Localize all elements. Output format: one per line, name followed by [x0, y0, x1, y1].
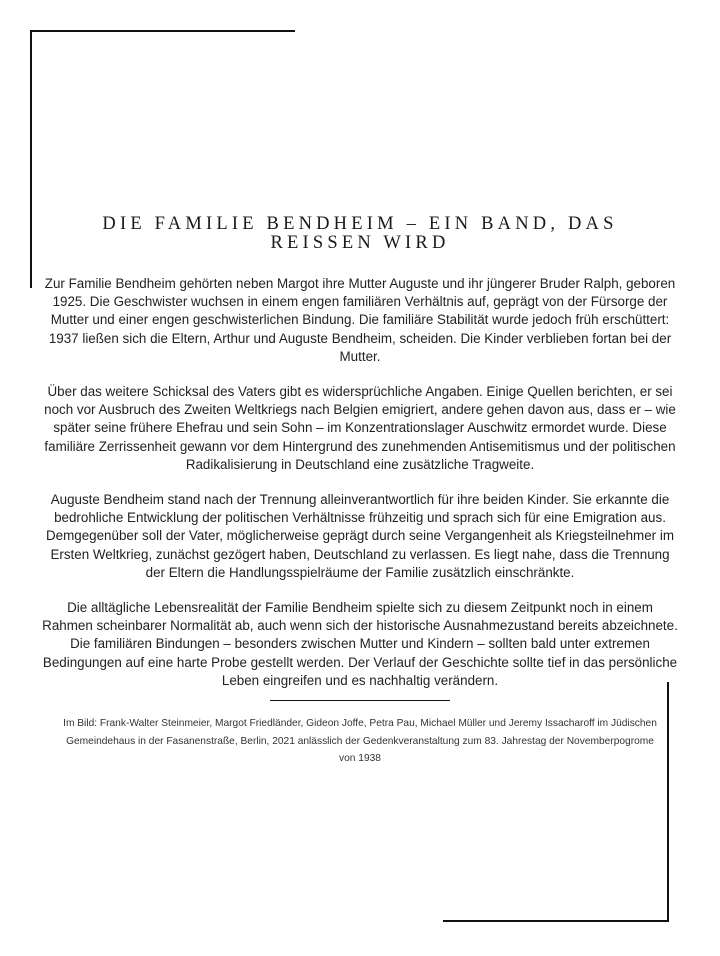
article-paragraph: Zur Familie Bendheim gehörten neben Margot ihre Mutter Auguste und ihr jüngerer Bruder Ralph, geboren 1925. Die Geschwister wuchsen in einem engen familiären Verhältnis auf, geprägt von der Fürsorge der Mutter und einer engen geschwisterlichen Bindung. Die familiäre Stabilität wurde jedoch früh erschüttert: 1937 ließen sich die Eltern, Arthur und Auguste Bendheim, scheiden. Die Kinder verblieben fortan bei der Mutter.	[44, 276, 676, 364]
article-paragraph: Über das weitere Schicksal des Vaters gibt es widersprüchliche Angaben. Einige Quellen berichten, er sei noch vor Ausbruch des Zweiten Weltkriegs nach Belgien emigriert, andere gehen davon aus, dass er – wie später seine frühere Ehefrau und sein Sohn – im Konzentrationslager Auschwitz ermordet wurde. Diese familiäre Zerrissenheit gewann vor dem Hintergrund des zunehmenden Antisemitismus und der politischen Radikalisierung in Deutschland eine zusätzliche Tragweite.	[44, 384, 676, 472]
section-divider	[270, 700, 450, 701]
article-paragraph: Auguste Bendheim stand nach der Trennung alleinverantwortlich für ihre beiden Kinder. Sie erkannte die bedrohliche Entwicklung der politischen Verhältnisse frühzeitig und sprach sich für eine Emigration aus. Demgegenüber soll der Vater, möglicherweise geprägt durch seine Vergangenheit als Kriegsteilnehmer im Ersten Weltkrieg, zunächst gezögert haben, Deutschland zu verlassen. Es liegt nahe, dass die Trennung der Eltern die Handlungsspielräume der Familie zusätzlich einschränkte.	[46, 492, 674, 580]
frame-corner-bottom-line	[443, 920, 669, 922]
article-content	[40, 215, 680, 768]
article-paragraph: Die alltägliche Lebensrealität der Familie Bendheim spielte sich zu diesem Zeitpunkt noch in einem Rahmen scheinbarer Normalität ab, auch wenn sich der historische Ausnahmezustand bereits abzeichnete. Die familiären Bindungen – besonders zwischen Mutter und Kindern – sollten bald unter extremen Bedingungen auf eine harte Probe gestellt werden. Der Verlauf der Geschichte sollte tief in das persönliche Leben eingreifen und es nachhaltig verändern.	[42, 600, 678, 688]
frame-corner-left-line	[30, 30, 32, 288]
image-caption: Im Bild: Frank-Walter Steinmeier, Margot Friedländer, Gideon Joffe, Petra Pau, Michael Müller und Jeremy Issacharoff im Jüdischen Gemeindehaus in der Fasanenstraße, Berlin, 2021 anlässlich der Gedenkveranstaltung zum 83. Jahrestag der Novemberpogrome von 1938	[63, 718, 657, 765]
frame-corner-top-line	[30, 30, 295, 32]
frame-corner-right-line	[667, 682, 669, 922]
article-title: DIE FAMILIE BENDHEIM – EIN BAND, DAS REISSEN WIRD	[102, 214, 618, 253]
